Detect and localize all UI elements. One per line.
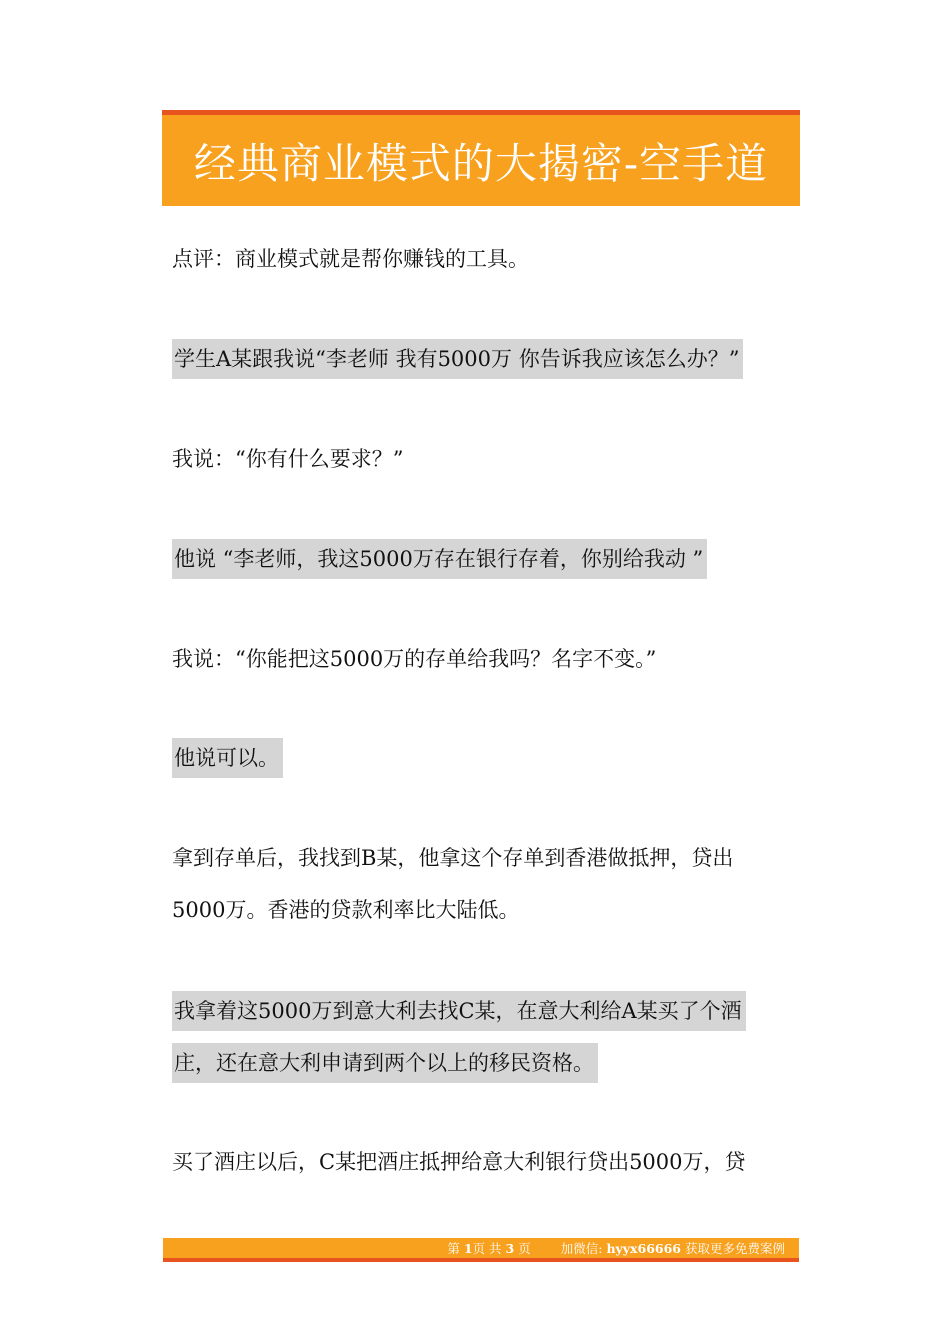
- paragraph-deposit-ask: [172, 633, 656, 685]
- paragraph-my-question: [172, 433, 403, 485]
- paragraph-text: 买了酒庄以后，C某把酒庄抵押给意大利银行贷出5000万，贷: [172, 1150, 746, 1174]
- document-title: 经典商业模式的大揭密-空手道: [193, 138, 769, 188]
- highlighted-text: 他说可以。: [172, 738, 283, 778]
- paragraph-line: 拿到存单后，我找到B某，他拿这个存单到香港做抵押，贷出: [172, 846, 734, 870]
- wechat-promo: 加微信: hyyx66666 获取更多免费案例: [560, 1241, 785, 1256]
- title-banner: [162, 110, 800, 206]
- paragraph-italy-winery: [172, 985, 746, 1089]
- current-page: 1: [463, 1241, 473, 1256]
- page-indicator: 第 1页 共 3 页: [447, 1241, 531, 1256]
- paragraph-his-request: [172, 533, 707, 585]
- paragraph-agree: [172, 732, 283, 784]
- highlighted-text: 他说 “李老师，我这5000万存在银行存着，你别给我动 ”: [172, 539, 707, 579]
- footer-banner: [163, 1238, 799, 1262]
- paragraph-text: 我说：“你能把这5000万的存单给我吗？名字不变。”: [172, 647, 657, 671]
- paragraph-student-question: [172, 333, 743, 385]
- paragraph-line: 5000万。香港的贷款利率比大陆低。: [172, 898, 520, 922]
- paragraph-text: 点评：商业模式就是帮你赚钱的工具。: [172, 247, 529, 271]
- total-pages: 3: [505, 1241, 515, 1256]
- paragraph-winery-loan: [172, 1136, 746, 1188]
- paragraph-text: 我说：“你有什么要求？”: [172, 447, 404, 471]
- paragraph-comment: [172, 233, 529, 285]
- paragraph-hongkong-loan: [172, 832, 733, 936]
- highlighted-text: 学生A某跟我说“李老师 我有5000万 你告诉我应该怎么办？”: [172, 339, 743, 379]
- highlighted-text: 庄，还在意大利申请到两个以上的移民资格。: [172, 1043, 598, 1083]
- highlighted-text: 我拿着这5000万到意大利去找C某，在意大利给A某买了个酒: [172, 991, 746, 1031]
- wechat-id: hyyx66666: [606, 1241, 681, 1256]
